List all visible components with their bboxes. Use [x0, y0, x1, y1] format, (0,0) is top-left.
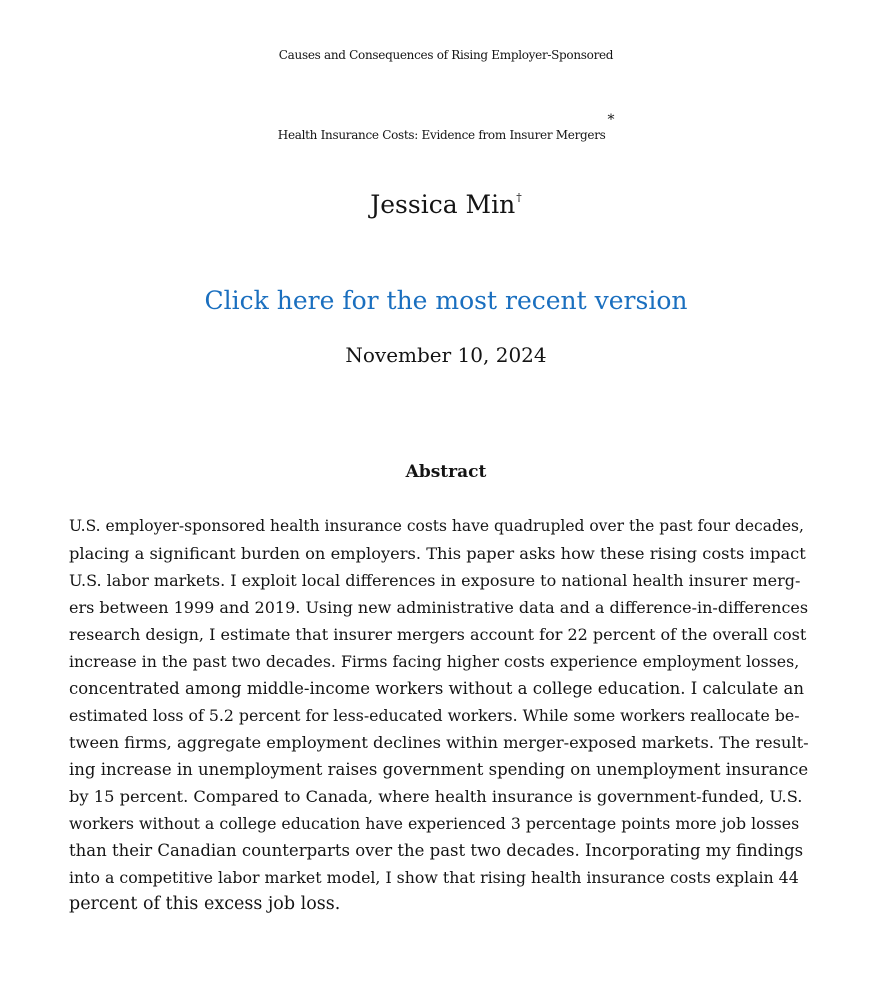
abstract-line: estimated loss of 5.2 percent for less-educated workers. While some workers reallocate be-	[69, 706, 800, 725]
title-text-1: Causes and Consequences of Rising Employer-Sponsored	[278, 48, 614, 62]
abstract-line: into a competitive labor market model, I show that rising health insurance costs explain 44	[69, 868, 799, 887]
abstract-line: U.S. labor markets. I exploit local differences in exposure to national health insurer merg-	[69, 571, 801, 590]
abstract-line: research design, I estimate that insurer mergers account for 22 percent of the overall cost	[69, 625, 807, 644]
abstract-line: placing a significant burden on employers. This paper asks how these rising costs impact	[69, 544, 806, 563]
author-line	[0, 190, 892, 219]
abstract-line: percent of this excess job loss.	[69, 894, 341, 914]
paper-title-line-1	[0, 48, 892, 62]
recent-version-link[interactable]: Click here for the most recent version	[204, 286, 688, 315]
abstract-line: ers between 1999 and 2019. Using new administrative data and a difference-in-differences	[69, 598, 809, 617]
abstract-line: than their Canadian counterparts over the past two decades. Incorporating my findings	[69, 841, 804, 860]
author-name: Jessica Min	[370, 190, 516, 219]
abstract-line: by 15 percent. Compared to Canada, where health insurance is government-funded, U.S.	[69, 787, 803, 806]
abstract-line: workers without a college education have experienced 3 percentage points more job losses	[69, 814, 800, 833]
title-footnote-mark[interactable]: *	[607, 112, 615, 128]
abstract-line: tween firms, aggregate employment declines within merger-exposed markets. The result-	[69, 733, 809, 752]
abstract-line: concentrated among middle-income workers without a college education. I calculate an	[69, 679, 804, 698]
paper-title-line-2	[0, 112, 892, 142]
title-text-2: Health Insurance Costs: Evidence from Insurer Mergers	[277, 128, 606, 142]
author-footnote-mark[interactable]: †	[516, 191, 522, 204]
abstract-line: ing increase in unemployment raises government spending on unemployment insurance	[69, 760, 809, 779]
abstract-body	[69, 513, 809, 918]
abstract-line: U.S. employer-sponsored health insurance costs have quadrupled over the past four decades,	[69, 517, 804, 535]
paper-date: November 10, 2024	[345, 343, 547, 367]
abstract-heading: Abstract	[405, 462, 487, 482]
abstract-line: increase in the past two decades. Firms facing higher costs experience employment losses,	[69, 652, 800, 671]
